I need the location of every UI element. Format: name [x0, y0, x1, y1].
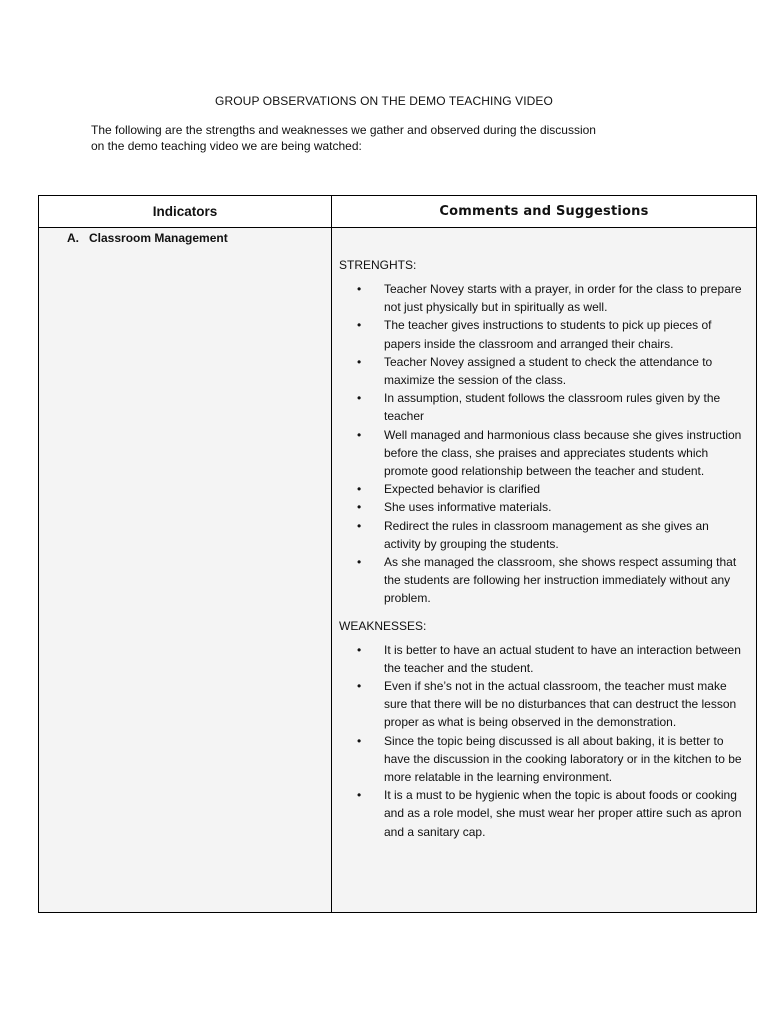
table-header-row	[39, 196, 757, 228]
strength-item: • Expected behavior is clarified	[339, 480, 746, 498]
strength-item: • Teacher Novey starts with a prayer, in order for the class to prepare not just physically but in spiritually as well.	[339, 280, 746, 316]
comments-cell	[332, 228, 757, 913]
comments-content	[332, 228, 756, 847]
indicator-item	[39, 228, 331, 245]
strengths-list	[339, 280, 746, 608]
weakness-item: • It is better to have an actual student to have an interaction between the teacher and the student.	[339, 641, 746, 677]
indicator-cell	[39, 228, 332, 913]
strength-item: • As she managed the classroom, she shows respect assuming that the students are following her instruction immediately without any problem.	[339, 553, 746, 608]
document-title: GROUP OBSERVATIONS ON THE DEMO TEACHING VIDEO	[215, 94, 553, 108]
header-indicators: Indicators	[39, 196, 332, 228]
strength-item: • Teacher Novey assigned a student to check the attendance to maximize the session of the class.	[339, 353, 746, 389]
strength-item: • Redirect the rules in classroom management as she gives an activity by grouping the students.	[339, 517, 746, 553]
table-row	[39, 228, 757, 913]
header-comments: Comments and Suggestions	[332, 196, 757, 228]
intro-paragraph	[91, 122, 691, 154]
weaknesses-list	[339, 641, 746, 841]
intro-line: on the demo teaching video we are being watched:	[91, 139, 362, 153]
strength-item: • The teacher gives instructions to students to pick up pieces of papers inside the classroom and arranged their chairs.	[339, 316, 746, 352]
weakness-item: • Since the topic being discussed is all about baking, it is better to have the discussion in the cooking laboratory or in the kitchen to be more relatable in the learning environment.	[339, 732, 746, 787]
observations-table	[38, 195, 757, 913]
indicator-label: Classroom Management	[89, 231, 228, 245]
weakness-item: • Even if she’s not in the actual classroom, the teacher must make sure that there will be no disturbances that can destruct the lesson proper as what is being observed in the demonstration.	[339, 677, 746, 732]
strength-item: • Well managed and harmonious class because she gives instruction before the class, she praises and appreciates students which promote good relationship between the teacher and student.	[339, 426, 746, 481]
strength-item: • She uses informative materials.	[339, 498, 746, 516]
intro-line: The following are the strengths and weaknesses we gather and observed during the discussion	[91, 123, 596, 137]
weaknesses-heading: WEAKNESSES:	[339, 618, 427, 633]
strengths-heading: STRENGHTS:	[339, 258, 417, 272]
strength-item: • In assumption, student follows the classroom rules given by the teacher	[339, 389, 746, 425]
weakness-item: • It is a must to be hygienic when the topic is about foods or cooking and as a role model, she must wear her proper attire such as apron and a sanitary cap.	[339, 786, 746, 841]
indicator-letter: A.	[67, 231, 79, 245]
